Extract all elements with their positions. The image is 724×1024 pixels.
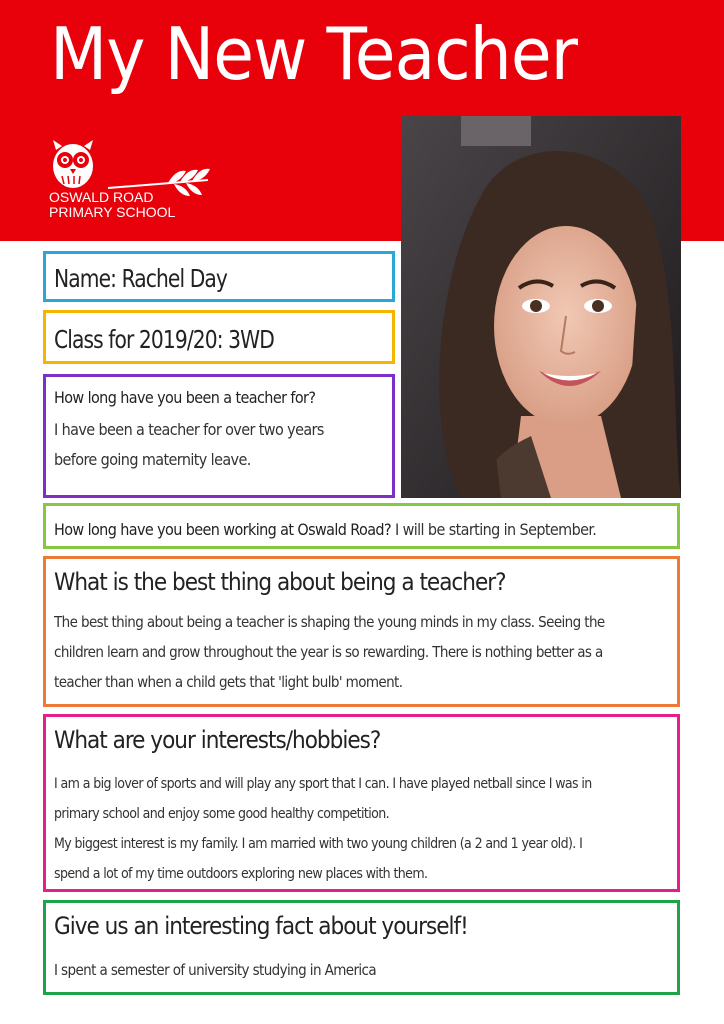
teaching-answer-line2: before going maternity leave. [54, 450, 251, 469]
class-box [43, 310, 395, 364]
fact-question: Give us an interesting fact about yourself! [54, 912, 468, 940]
working-answer: I will be starting in September. [391, 520, 597, 539]
working-question: How long have you been working at Oswald Road? [54, 520, 391, 539]
class-label: Class for 2019/20: 3WD [54, 325, 274, 354]
best-thing-line3: teacher than when a child gets that 'light bulb' moment. [54, 673, 403, 691]
hobbies-line1: I am a big lover of sports and will play any sport that I can. I have played netball since I was in [54, 776, 592, 792]
teaching-experience-box [43, 374, 395, 498]
best-thing-line1: The best thing about being a teacher is shaping the young minds in my class. Seeing the [54, 613, 605, 631]
working-line [54, 515, 669, 545]
name-box [43, 251, 395, 302]
hobbies-question: What are your interests/hobbies? [54, 726, 381, 754]
best-thing-line2: children learn and grow throughout the year is so rewarding. There is nothing better as a [54, 643, 603, 661]
hobbies-line3: My biggest interest is my family. I am married with two young children (a 2 and 1 year old). I [54, 836, 583, 852]
teaching-question: How long have you been a teacher for? [54, 388, 316, 407]
best-thing-box [43, 556, 680, 707]
teacher-portrait-image [401, 116, 681, 498]
teacher-photo [401, 116, 681, 498]
school-name-line1: OSWALD ROAD [49, 189, 154, 205]
fact-answer: I spent a semester of university studying in America [54, 961, 377, 979]
page-title: My New Teacher [50, 12, 578, 96]
interesting-fact-box [43, 900, 680, 995]
teacher-name: Name: Rachel Day [54, 264, 227, 293]
best-thing-question: What is the best thing about being a teacher? [54, 568, 506, 596]
school-name-line2: PRIMARY SCHOOL [49, 204, 176, 220]
teaching-answer-line1: I have been a teacher for over two years [54, 420, 324, 439]
hobbies-box [43, 714, 680, 892]
hobbies-line4: spend a lot of my time outdoors exploring new places with them. [54, 866, 428, 882]
hobbies-line2: primary school and enjoy some good healthy competition. [54, 806, 389, 822]
working-at-school-box [43, 503, 680, 549]
school-name [49, 190, 175, 220]
